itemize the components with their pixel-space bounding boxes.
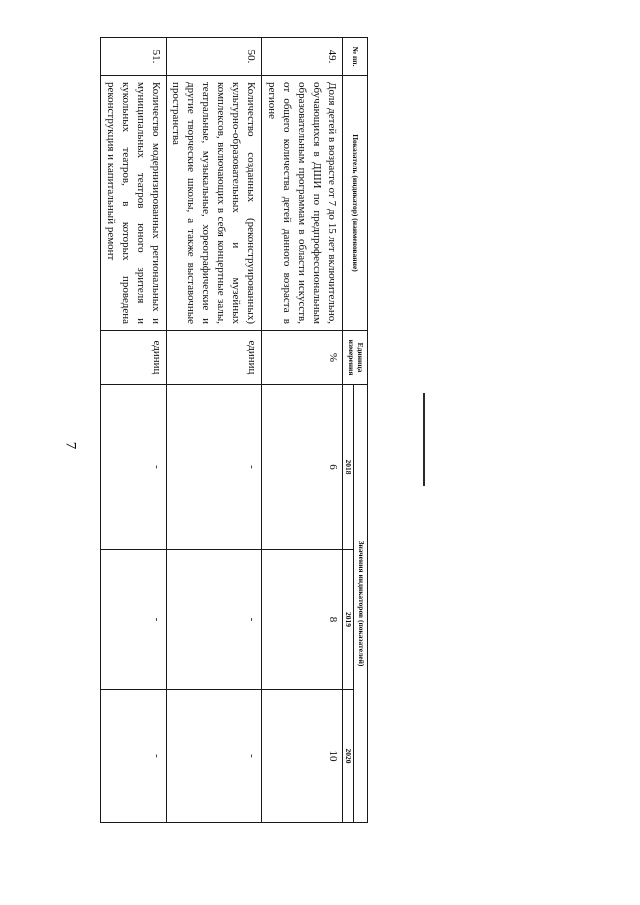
table-row (100, 38, 166, 823)
value-2018: - (100, 385, 166, 550)
header-year-2019: 2019 (343, 550, 354, 690)
header-name: Показатель (индикатор) (наименование) (343, 76, 368, 331)
row-number: 49. (262, 38, 343, 76)
indicator-table (100, 37, 368, 823)
header-year-2018: 2018 (343, 385, 354, 550)
value-2020: - (100, 690, 166, 823)
header-values-group: Значения индикаторов (показателей) (354, 385, 368, 823)
indicator-unit: единиц (100, 331, 166, 385)
row-number: 50. (166, 38, 262, 76)
indicator-table-frame (104, 37, 368, 822)
value-2020: 10 (262, 690, 343, 823)
value-2018: - (166, 385, 262, 550)
value-2019: - (166, 550, 262, 690)
indicator-unit: единиц (166, 331, 262, 385)
indicator-name: Количество модернизированных региональных и муниципальных театров юного зрителя и кукольных театров, в которых проведена реконструкция и капитальный ремонт (100, 76, 166, 331)
value-2020: - (166, 690, 262, 823)
header-year-2020: 2020 (343, 690, 354, 823)
indicator-name: Доля детей в возрасте от 7 до 15 лет включительно, обучающихся в ДШИ по предпрофессиональным образовательным программам в области искусств, от общего количества детей данного возраста в регионе (262, 76, 343, 331)
value-2019: 8 (262, 550, 343, 690)
indicator-unit: % (262, 331, 343, 385)
separator-line (423, 393, 425, 486)
table-row (262, 38, 343, 823)
indicator-name: Количество созданных (реконструированных) культурно-образовательных и музейных комплексов, включающих в себя концертные залы, театральные, музыкальные, хореографические и другие творческие школы, а также выставочные пространства (166, 76, 262, 331)
value-2018: 6 (262, 385, 343, 550)
row-number: 51. (100, 38, 166, 76)
page-number: 7 (62, 441, 79, 450)
header-num: № пп. (343, 38, 368, 76)
table-row (166, 38, 262, 823)
header-unit: Единица измерения (343, 331, 368, 385)
value-2019: - (100, 550, 166, 690)
